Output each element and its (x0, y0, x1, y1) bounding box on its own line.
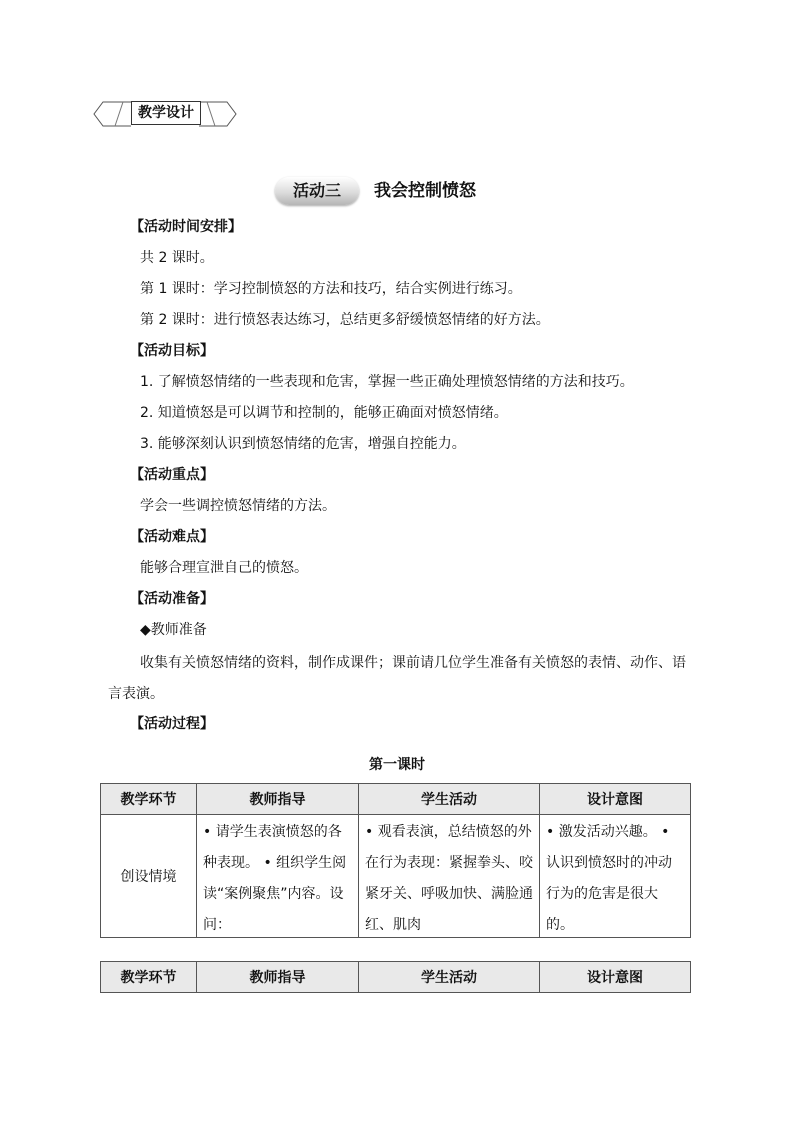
lesson-title: 第一课时 (369, 757, 425, 773)
prep-subheading: ◆教师准备 (140, 622, 207, 638)
lesson-table (100, 783, 691, 938)
column-header: 教师指导 (197, 962, 359, 993)
column-header: 教师指导 (197, 784, 359, 815)
purpose-cell (540, 815, 691, 938)
column-header: 教学环节 (101, 962, 197, 993)
difficulty-line: 能够合理宣泄自己的愤怒。 (140, 560, 308, 576)
goal-line: 2. 知道愤怒是可以调节和控制的，能够正确面对愤怒情绪。 (140, 405, 508, 421)
table-header-row (101, 962, 691, 993)
continued-table (100, 961, 691, 993)
key-line: 学会一些调控愤怒情绪的方法。 (140, 498, 336, 514)
goal-line: 3. 能够深刻认识到愤怒情绪的危害，增强自控能力。 (140, 436, 466, 452)
schedule-heading: 【活动时间安排】 (130, 219, 242, 235)
goals-heading: 【活动目标】 (130, 343, 214, 359)
activity-badge: 活动三 (275, 177, 359, 205)
activity-title (275, 176, 535, 206)
schedule-line: 第 1 课时：学习控制愤怒的方法和技巧，结合实例进行练习。 (140, 281, 522, 297)
teacher-guidance: • 请学生表演愤怒的各种表现。 • 组织学生阅读“案例聚焦”内容。设问： (203, 824, 347, 933)
table-row (101, 815, 691, 938)
goal-line: 1. 了解愤怒情绪的一些表现和危害，掌握一些正确处理愤怒情绪的方法和技巧。 (140, 374, 634, 390)
section-banner (93, 99, 237, 129)
student-cell (359, 815, 540, 938)
column-header: 设计意图 (540, 962, 691, 993)
schedule-line: 第 2 课时：进行愤怒表达练习，总结更多舒缓愤怒情绪的好方法。 (140, 312, 550, 328)
column-header: 学生活动 (359, 784, 540, 815)
student-activity: • 观看表演，总结愤怒的外在行为表现：紧握拳头、咬紧牙关、呼吸加快、满脸通红、肌肉 (365, 824, 533, 933)
key-heading: 【活动重点】 (130, 467, 214, 483)
activity-name: 我会控制愤怒 (374, 181, 476, 201)
prep-heading: 【活动准备】 (130, 591, 214, 607)
difficulty-heading: 【活动难点】 (130, 529, 214, 545)
prep-paragraph: 收集有关愤怒情绪的资料，制作成课件；课前请几位学生准备有关愤怒的表情、动作、语言表演。 (108, 655, 686, 702)
banner-label: 教学设计 (131, 101, 201, 125)
schedule-line: 共 2 课时。 (140, 250, 214, 266)
column-header: 教学环节 (101, 784, 197, 815)
design-purpose: • 激发活动兴趣。 • 认识到愤怒时的冲动行为的危害是很大的。 (546, 824, 672, 933)
column-header: 学生活动 (359, 962, 540, 993)
table-header-row (101, 784, 691, 815)
process-heading: 【活动过程】 (130, 716, 214, 732)
teacher-cell (197, 815, 359, 938)
stage-cell: 创设情境 (101, 815, 197, 938)
column-header: 设计意图 (540, 784, 691, 815)
